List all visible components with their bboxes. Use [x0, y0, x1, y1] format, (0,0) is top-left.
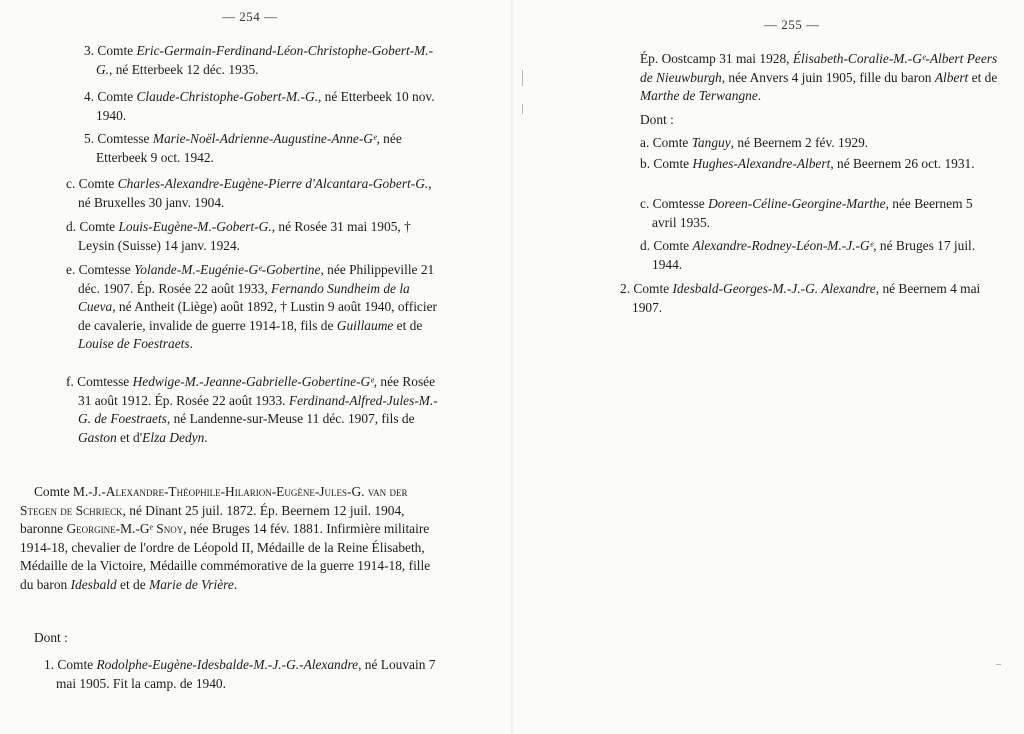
dont-label: Dont : [34, 630, 68, 645]
mother-name: Marie de Vrière [149, 576, 234, 592]
person-name: Hedwige-M.-Jeanne-Gabrielle-Gobertine-Gᵉ [132, 374, 374, 389]
person-name: Marie-Noël-Adrienne-Augustine-Anne-Gᵉ [152, 131, 377, 146]
entry-child-1: 1. Comte Rodolphe-Eugène-Idesbalde-M.-J.-G.-Alexandre, né Louvain 7 mai 1905. Fit la camp. de 1940. [44, 657, 436, 691]
dont-label: Dont : [640, 112, 674, 127]
person-name: Doreen-Céline-Georgine-Marthe [708, 196, 886, 211]
father-name: Gaston [78, 429, 117, 445]
person-name: Charles-Alexandre-Eugène-Pierre d'Alcantara-Gobert-G. [117, 176, 429, 191]
mother-name: Louise de Foestraets [78, 336, 190, 352]
person-name: Louis-Eugène-M.-Gobert-G. [118, 219, 272, 234]
entry-child-2: 2. Comte Idesbald-Georges-M.-J.-G. Alexandre, né Beernem 4 mai 1907. [620, 281, 981, 315]
entry-child-4: 4. Comte Claude-Christophe-Gobert-M.-G., né Etterbeek 10 nov. 1940. [84, 89, 435, 123]
entry-child-c: c. Comtesse Doreen-Céline-Georgine-Marthe, née Beernem 5 avril 1935. [640, 196, 973, 230]
person-name: Hughes-Alexandre-Albert [692, 156, 831, 171]
entry-child-3: 3. Comte Eric-Germain-Ferdinand-Léon-Christophe-Gobert-M.-G., né Etterbeek 12 déc. 1935. [84, 43, 434, 77]
paper-mark [522, 104, 523, 114]
father-name: Albert [934, 69, 969, 85]
marriage-continuation: Ép. Oostcamp 31 mai 1928, Élisabeth-Coralie-M.-Gᵉ-Albert Peers de Nieuwburgh, née Anvers 4 juin 1905, fille du baron Albert et de Marthe de Terwangne. [640, 51, 998, 104]
person-name: Claude-Christophe-Gobert-M.-G. [136, 89, 318, 104]
person-name: Eric-Germain-Ferdinand-Léon-Christophe-Gobert-M.-G. [96, 43, 434, 77]
father-name: Idesbald [70, 576, 117, 592]
person-name: Yolande-M.-Eugénie-Gᵉ-Gobertine [134, 262, 321, 277]
person-name: Tanguy [691, 135, 731, 150]
person-name: Rodolphe-Eugène-Idesbalde-M.-J.-G.-Alexandre [96, 657, 359, 672]
person-name: Idesbald-Georges-M.-J.-G. Alexandre [672, 281, 876, 296]
right-page-number: — 255 — [764, 17, 820, 32]
entry-child-c: c. Comte Charles-Alexandre-Eugène-Pierre d'Alcantara-Gobert-G., né Bruxelles 30 janv. 1904. [66, 176, 432, 210]
spouse-name: Fernando Sundheim de la Cueva [78, 280, 410, 315]
paper-mark [522, 70, 523, 86]
father-name: Guillaume [336, 317, 394, 333]
main-entry: Comte M.-J.-Alexandre-Théophile-Hilarion-Eugène-Jules-G. van der Stegen de Schrieck, né Dinant 25 juil. 1872. Ép. Beernem 12 juil. 1904, baronne Georgine-M.-Gᵉ Snoy, née Bruges 14 fév. 1881. Infirmière militaire 1914-18, chevalier de l'ordre de Léopold II, Médaille de la Reine Élisabeth, Médaille de la Victoire, Médaille commémorative de la guerre 1914-18, fille du baron Idesbald et de Marie de Vrière. [20, 484, 431, 592]
mother-name: Elza Dedyn [142, 429, 205, 445]
entry-child-d: d. Comte Alexandre-Rodney-Léon-M.-J.-Gᵉ, né Bruges 17 juil. 1944. [640, 238, 976, 272]
entry-child-f: f. Comtesse Hedwige-M.-Jeanne-Gabrielle-Gobertine-Gᵉ, née Rosée 31 août 1912. Ép. Rosée 22 août 1933. Ferdinand-Alfred-Jules-M.-G. de Foestraets, né Landenne-sur-Meuse 11 déc. 1907, fils de Gaston et d'Elza Dedyn. [66, 374, 438, 445]
head-name: Alexandre-Théophile-Hilarion-Eugène-Jules-G. van der Stegen de Schrieck [20, 484, 408, 518]
entry-child-a: a. Comte Tanguy, né Beernem 2 fév. 1929. [640, 135, 869, 150]
entry-child-b: b. Comte Hughes-Alexandre-Albert, né Beernem 26 oct. 1931. [640, 156, 975, 171]
mother-name: Marthe de Terwangne [640, 88, 758, 104]
right-page [512, 0, 1024, 734]
person-name: Alexandre-Rodney-Léon-M.-J.-Gᵉ [692, 238, 874, 253]
spouse-name: Ferdinand-Alfred-Jules-M.-G. de Foestraets [78, 392, 438, 427]
entry-child-5: 5. Comtesse Marie-Noël-Adrienne-Augustine-Anne-Gᵉ, née Etterbeek 9 oct. 1942. [84, 131, 402, 165]
left-page-number: — 254 — [222, 9, 278, 24]
wife-name: Georgine-M.-Gᵉ Snoy [66, 521, 184, 537]
entry-child-e: e. Comtesse Yolande-M.-Eugénie-Gᵉ-Gobertine, née Philippeville 21 déc. 1907. Ép. Rosée 22 août 1933, Fernando Sundheim de la Cueva, né Antheit (Liège) août 1892, † Lustin 9 août 1940, officier de cavalerie, invalide de guerre 1914-18, fils de Guillaume et de Louise de Foestraets. [66, 262, 437, 352]
paper-mark [996, 664, 1001, 665]
entry-child-d: d. Comte Louis-Eugène-M.-Gobert-G., né Rosée 31 mai 1905, † Leysin (Suisse) 14 janv. 1924. [66, 219, 411, 253]
spouse-name: Élisabeth-Coralie-M.-Gᵉ-Albert Peers de Nieuwburgh [640, 51, 998, 85]
